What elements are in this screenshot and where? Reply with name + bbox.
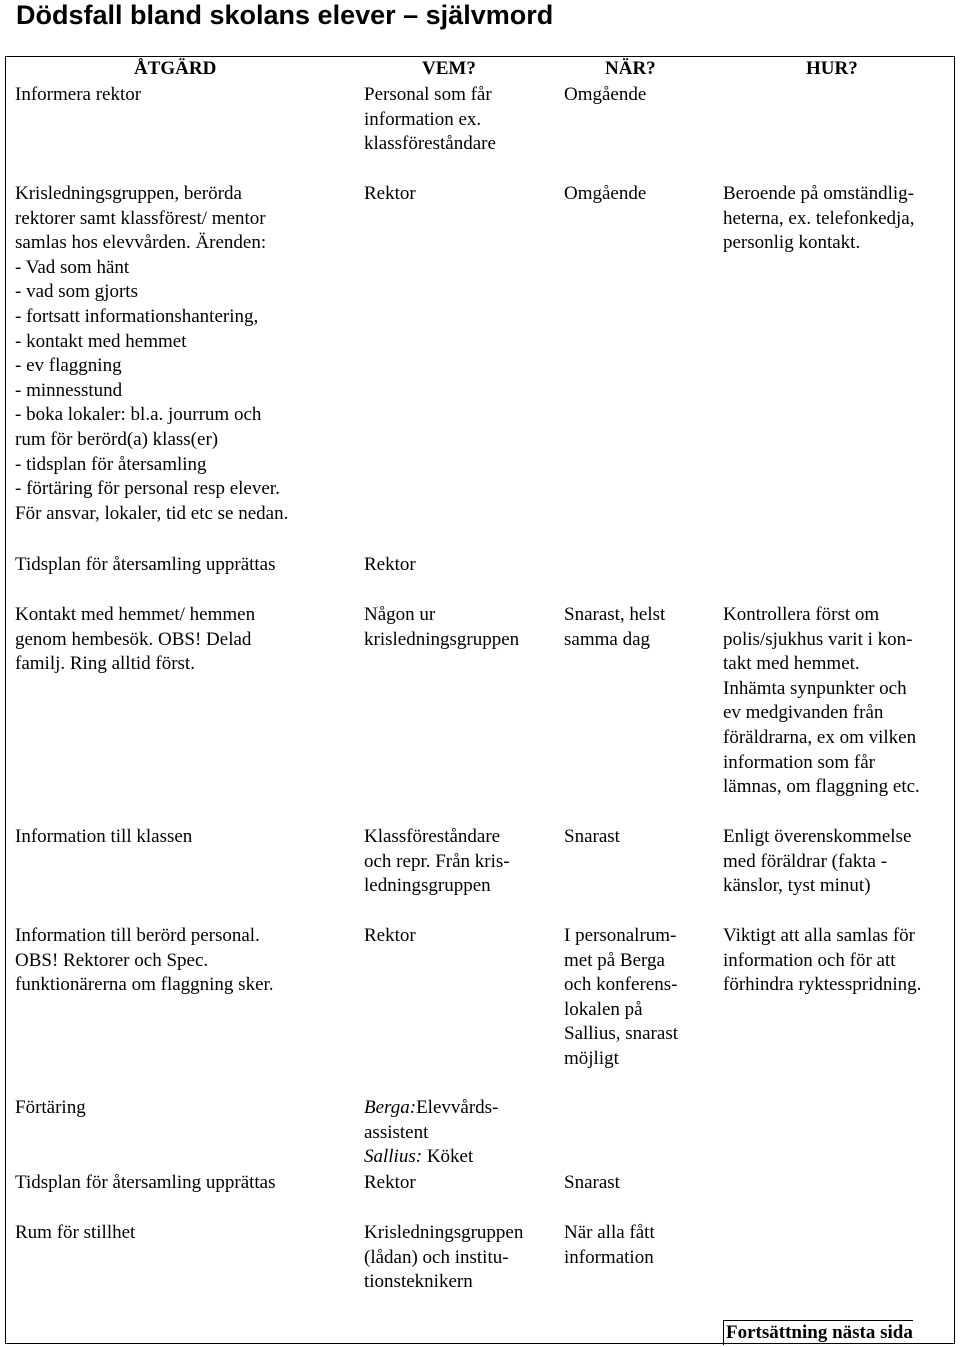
row-1-hur: Beroende på omständlig- heterna, ex. telefonkedja, personlig kontakt. [723,183,915,254]
row-2-atgard: Tidsplan för återsamling upprättas [15,554,276,575]
row-6-vem-label-berga: Berga: [364,1097,417,1118]
row-4-atgard: Information till klassen [15,826,193,847]
header-atgard: ÅTGÄRD [134,58,217,79]
row-3-hur: Kontrollera först om polis/sjukhus varit i kon- takt med hemmet. Inhämta synpunkter och ev medgivanden från föräldrarna, ex om vilken information som får lämnas, om flaggning etc. [723,604,920,798]
row-8-vem: Krisledningsgruppen (lådan) och institu- tionsteknikern [364,1222,524,1293]
row-7-atgard: Tidsplan för återsamling upprättas [15,1172,276,1193]
row-8-atgard: Rum för stillhet [15,1222,136,1243]
row-0-nar: Omgående [564,84,647,105]
header-hur: HUR? [806,58,858,79]
row-5-atgard: Information till berörd personal. OBS! Rektorer och Spec. funktionärerna om flaggning sker. [15,925,274,996]
row-5-vem: Rektor [364,925,416,946]
row-0-vem: Personal som får information ex. klassföreståndare [364,84,496,155]
row-8-nar: När alla fått information [564,1222,655,1268]
continuation-note: Fortsättning nästa sida [723,1320,913,1345]
row-6-vem-text-berga: Elevvårds- assistent [364,1097,499,1143]
row-1-vem: Rektor [364,183,416,204]
row-4-vem: Klassföreståndare och repr. Från kris- ledningsgruppen [364,826,510,897]
row-7-nar: Snarast [564,1172,620,1193]
row-6-atgard: Förtäring [15,1097,86,1118]
row-1-nar: Omgående [564,183,647,204]
row-6-vem-text-sallius: Köket [422,1146,474,1168]
row-1-atgard: Krisledningsgruppen, berörda rektorer samt klassförest/ mentor samlas hos elevvården. Ärenden: - Vad som hänt - vad som gjorts - fortsatt informationshantering, - kontakt med hemmet - ev flaggning - minnesstund - boka lokaler: bl.a. jourrum och rum för berörd(a) klass(er) - tidsplan för återsamling - förtäring för personal resp elever. För ansvar, lokaler, tid etc se nedan. [15,183,289,524]
row-6-vem [364,1096,554,1170]
row-5-nar: I personalrum- met på Berga och konferens- lokalen på Sallius, snarast möjligt [564,925,678,1069]
row-3-atgard: Kontakt med hemmet/ hemmen genom hembesök. OBS! Delad familj. Ring alltid först. [15,604,256,675]
row-6-vem-label-sallius: Sallius: [364,1146,423,1168]
header-nar: NÄR? [605,58,656,79]
row-5-hur: Viktigt att alla samlas för information och för att förhindra ryktesspridning. [723,925,922,996]
row-2-vem: Rektor [364,554,416,575]
row-7-vem: Rektor [364,1172,416,1193]
row-3-vem: Någon ur krisledningsgruppen [364,604,520,650]
header-vem: VEM? [422,58,476,79]
row-3-nar: Snarast, helst samma dag [564,604,666,650]
row-0-atgard: Informera rektor [15,84,142,105]
row-4-nar: Snarast [564,826,620,847]
row-4-hur: Enligt överenskommelse med föräldrar (fakta - känslor, tyst minut) [723,826,912,897]
page-title: Dödsfall bland skolans elever – självmord [16,0,554,30]
